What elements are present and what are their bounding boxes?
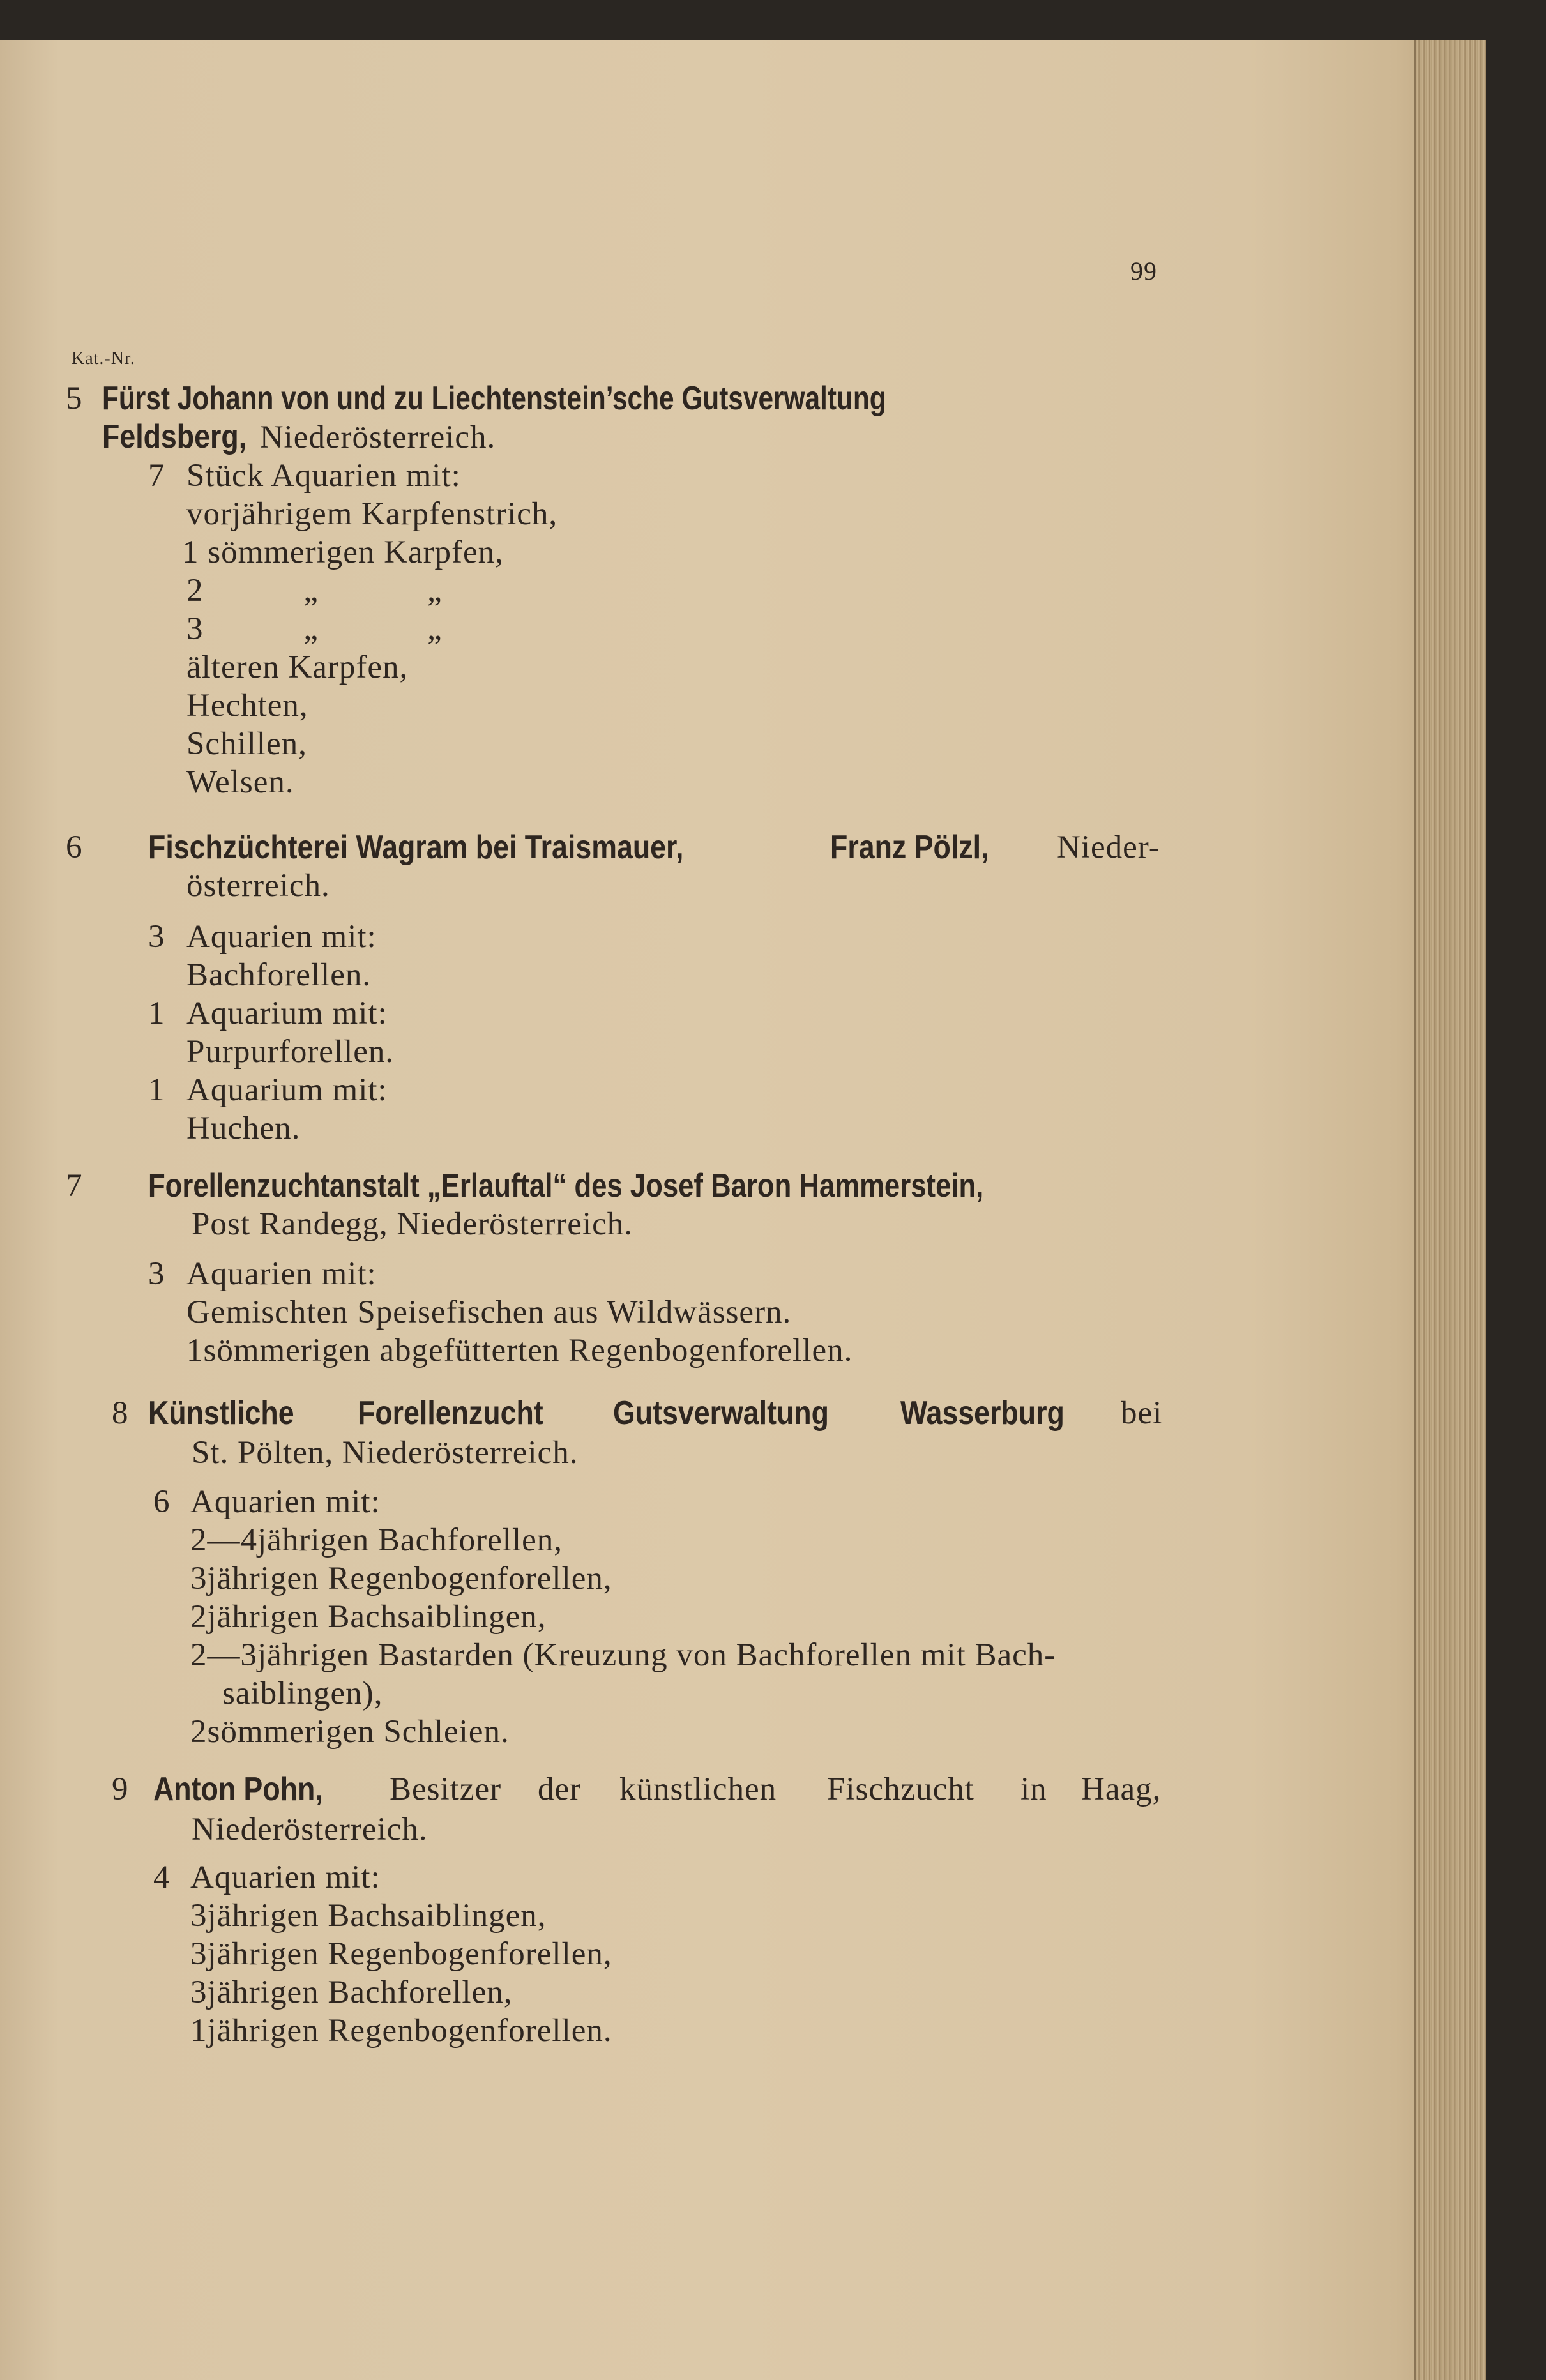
item-text: 3jährigen Regenbogenforellen, (190, 1561, 612, 1596)
item-text-ditto (186, 610, 476, 648)
item-text: 1jährigen Regenbogenforellen. (190, 2013, 612, 2049)
exhibitor-desc-word: der (538, 1771, 582, 1807)
exhibitor-location: Post Randegg, Niederösterreich. (192, 1206, 633, 1242)
column-header: Kat.-Nr. (72, 349, 135, 368)
item-count: 4 (153, 1860, 171, 1895)
item-text: 2sömmerigen Schleien. (190, 1714, 510, 1750)
item-text: Purpurforellen. (186, 1034, 395, 1070)
item-text: Welsen. (186, 764, 294, 800)
item-text: 1sömmerigen abgefütterten Regenbogenforellen. (186, 1333, 853, 1368)
item-prefix: 3 (186, 611, 204, 647)
entry-number: 9 (112, 1771, 129, 1807)
item-prefix: 2 (186, 573, 204, 609)
exhibitor-word: Gutsverwaltung (613, 1395, 829, 1432)
item-text: vorjährigem Karpfenstrich, (186, 496, 558, 532)
item-text: Aquarium mit: (186, 996, 388, 1031)
exhibitor-location-cont: österreich. (186, 868, 330, 904)
page-stack-edge (1414, 40, 1486, 2380)
exhibitor-word: Künstliche (148, 1395, 294, 1432)
exhibitor-name: Fürst Johann von und zu Liechtenstein’sche Gutsverwaltung (102, 380, 886, 417)
ditto-mark: „ (303, 611, 319, 647)
exhibitor-desc-word: in (1020, 1771, 1047, 1807)
item-text: Bachforellen. (186, 957, 372, 993)
exhibitor-line-2 (102, 418, 496, 457)
item-text: Aquarien mit: (186, 1256, 377, 1292)
page-number: 99 (1130, 257, 1157, 285)
item-text: Aquarien mit: (190, 1860, 381, 1895)
ditto-mark: „ (303, 573, 319, 609)
item-text: 3jährigen Regenbogenforellen, (190, 1936, 612, 1972)
entry-number: 7 (66, 1168, 83, 1204)
item-count: 3 (148, 1256, 165, 1292)
item-count: 7 (148, 458, 165, 494)
ditto-mark: „ (427, 573, 443, 609)
exhibitor-desc-word: Fischzucht (827, 1771, 974, 1807)
exhibitor-desc-word: Haag, (1081, 1771, 1162, 1807)
item-count: 1 (148, 996, 165, 1031)
item-text: Aquarium mit: (186, 1072, 388, 1108)
item-text: Gemischten Speisefischen aus Wildwässern. (186, 1294, 792, 1330)
exhibitor-name: Fischzüchterei Wagram bei Traismauer, (148, 829, 684, 866)
ditto-mark: „ (427, 611, 443, 647)
exhibitor-tail: bei (1121, 1395, 1163, 1431)
entry-number: 5 (66, 381, 83, 416)
exhibitor-location: Niederösterreich. (192, 1812, 428, 1847)
item-text: 2—3jährigen Bastarden (Kreuzung von Bachforellen mit Bach- (190, 1637, 1056, 1673)
exhibitor-desc-word: Besitzer (390, 1771, 502, 1807)
exhibitor-name-cont: Feldsberg, (102, 418, 247, 455)
item-text: saiblingen), (222, 1676, 383, 1711)
item-text: Schillen, (186, 726, 307, 762)
exhibitor-person: Franz Pölzl, (830, 829, 989, 866)
item-text: Huchen. (186, 1110, 301, 1146)
exhibitor-word: Forellenzucht (358, 1395, 543, 1432)
entry-number: 6 (66, 830, 83, 865)
exhibitor-name: Forellenzuchtanstalt „Erlauftal“ des Josef Baron Hammerstein, (148, 1167, 984, 1204)
item-text: 2jährigen Bachsaiblingen, (190, 1599, 547, 1635)
item-text: 3jährigen Bachforellen, (190, 1974, 513, 2010)
item-text: 3jährigen Bachsaiblingen, (190, 1898, 547, 1934)
exhibitor-word: Wasserburg (900, 1395, 1065, 1432)
item-text: Hechten, (186, 688, 308, 724)
item-text-ditto (186, 572, 476, 610)
exhibitor-name: Anton Pohn, (153, 1771, 323, 1808)
item-text: Aquarien mit: (186, 919, 377, 955)
item-text: 2—4jährigen Bachforellen, (190, 1522, 563, 1558)
item-count: 1 (148, 1072, 165, 1108)
item-text: 1 sömmerigen Karpfen, (182, 534, 504, 570)
exhibitor-location: Nieder- (1057, 830, 1160, 865)
item-text: Stück Aquarien mit: (186, 458, 461, 494)
item-count: 3 (148, 919, 165, 955)
exhibitor-location: St. Pölten, Niederösterreich. (192, 1435, 579, 1471)
item-count: 6 (153, 1484, 171, 1520)
entry-number: 8 (112, 1395, 129, 1431)
exhibitor-location: Niederösterreich. (259, 420, 496, 455)
item-text: älteren Karpfen, (186, 649, 409, 685)
item-text: Aquarien mit: (190, 1484, 381, 1520)
exhibitor-desc-word: künstlichen (619, 1771, 777, 1807)
